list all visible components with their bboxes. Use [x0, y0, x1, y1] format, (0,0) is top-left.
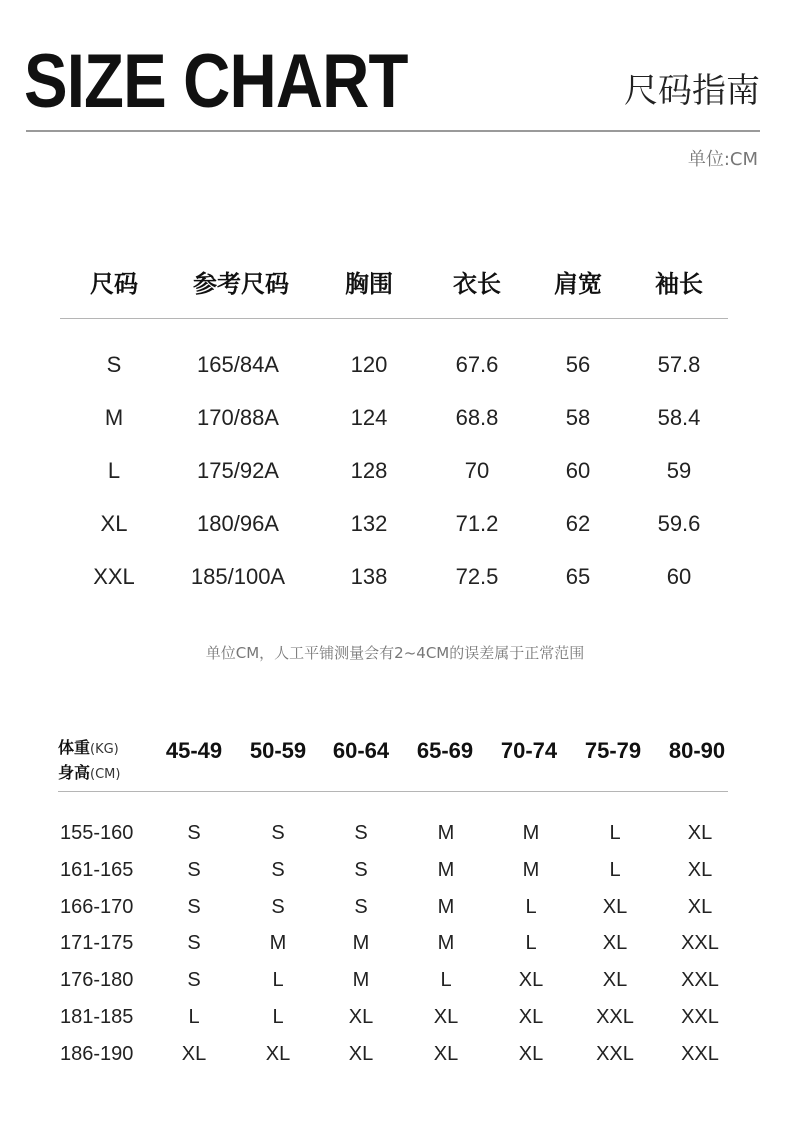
table-cell: 60 [565, 458, 591, 483]
height-unit: (CM) [90, 767, 121, 782]
table-cell: M [522, 822, 540, 844]
table-cell: L [107, 458, 121, 483]
fit-table-divider [58, 791, 728, 792]
measurement-note: 单位CM，人工平铺测量会有2~4CM的误差属于正常范围 [205, 644, 585, 662]
table-cell: XL [348, 1043, 374, 1065]
table-cell: 170/88A [197, 405, 279, 430]
weight-range-header: 70-74 [500, 738, 558, 763]
table-cell: XL [100, 511, 128, 536]
weight-range-header: 60-64 [332, 738, 390, 763]
table-cell: XL [602, 969, 628, 991]
table-cell: 175/92A [197, 458, 279, 483]
col-header-chest: 胸围 [345, 270, 393, 298]
weight-range-header: 75-79 [584, 738, 642, 763]
table-cell: XL [181, 1043, 207, 1065]
table-row [0, 511, 790, 545]
table-cell: 62 [565, 511, 591, 536]
table-row [0, 405, 790, 439]
table-cell: 128 [350, 458, 388, 483]
height-range-cell: 161-165 [60, 859, 134, 881]
table-row [0, 859, 790, 889]
height-label: 身高 [58, 763, 91, 782]
table-cell: 68.8 [455, 405, 499, 430]
table-cell: 132 [350, 511, 388, 536]
col-header-sleeve: 袖长 [655, 270, 703, 298]
table-cell: S [354, 896, 368, 918]
height-range-cell: 155-160 [60, 822, 134, 844]
weight-range-header: 50-59 [249, 738, 307, 763]
col-header-shoulder: 肩宽 [554, 270, 602, 298]
unit-label: 单位:CM [687, 149, 758, 170]
table-cell: XXL [596, 1043, 634, 1065]
table-cell: S [187, 969, 201, 991]
table-cell: 56 [565, 352, 591, 377]
table-cell: L [188, 1006, 200, 1028]
weight-range-header: 65-69 [416, 738, 474, 763]
table-cell: XXL [681, 1043, 719, 1065]
height-range-cell: 166-170 [60, 896, 134, 918]
table-cell: 60 [666, 564, 692, 589]
table-row [0, 458, 790, 492]
table-row [0, 969, 790, 999]
height-range-cell: 171-175 [60, 932, 134, 954]
weight-range-header: 80-90 [668, 738, 726, 763]
table-cell: M [104, 405, 124, 430]
table-cell: XL [433, 1006, 459, 1028]
table-row [0, 822, 790, 852]
table-cell: S [106, 352, 122, 377]
table-cell: 138 [350, 564, 388, 589]
table-cell: L [609, 859, 621, 881]
table-cell: L [272, 969, 284, 991]
table-cell: XL [433, 1043, 459, 1065]
table-cell: M [522, 859, 540, 881]
table-row [0, 1006, 790, 1036]
table-cell: XL [518, 1043, 544, 1065]
height-range-cell: 181-185 [60, 1006, 134, 1028]
table-cell: XL [348, 1006, 374, 1028]
weight-range-header: 45-49 [165, 738, 223, 763]
table-cell: 58 [565, 405, 591, 430]
fit-table-header [0, 738, 790, 772]
table-cell: S [187, 859, 201, 881]
table-cell: M [437, 859, 455, 881]
table-cell: 59.6 [657, 511, 701, 536]
table-cell: XXL [681, 969, 719, 991]
table-cell: XL [602, 932, 628, 954]
height-range-cell: 186-190 [60, 1043, 134, 1065]
table-cell: L [440, 969, 452, 991]
table-cell: S [271, 859, 285, 881]
height-range-cell: 176-180 [60, 969, 134, 991]
table-cell: M [269, 932, 287, 954]
table-cell: XL [687, 822, 713, 844]
weight-unit: (KG) [90, 742, 119, 757]
size-table-header [0, 264, 790, 304]
table-cell: S [187, 932, 201, 954]
table-cell: S [271, 822, 285, 844]
table-row [0, 932, 790, 962]
table-row [0, 1043, 790, 1073]
table-cell: 59 [666, 458, 692, 483]
table-cell: XL [518, 969, 544, 991]
table-cell: S [271, 896, 285, 918]
table-cell: L [525, 932, 537, 954]
col-header-size: 尺码 [90, 270, 138, 298]
table-cell: 72.5 [455, 564, 499, 589]
table-cell: S [187, 896, 201, 918]
table-cell: M [437, 932, 455, 954]
table-cell: 124 [350, 405, 388, 430]
table-cell: L [525, 896, 537, 918]
table-cell: L [272, 1006, 284, 1028]
table-cell: M [437, 822, 455, 844]
col-header-length: 衣长 [453, 270, 501, 298]
table-cell: S [354, 859, 368, 881]
weight-label: 体重 [58, 738, 91, 757]
table-row [0, 564, 790, 598]
table-cell: 165/84A [197, 352, 279, 377]
table-cell: 70 [464, 458, 490, 483]
table-cell: 120 [350, 352, 388, 377]
header-divider [26, 130, 760, 132]
table-cell: S [354, 822, 368, 844]
table-row [0, 896, 790, 926]
col-header-reference-size: 参考尺码 [193, 270, 289, 298]
table-cell: XXL [596, 1006, 634, 1028]
table-cell: XXL [93, 564, 135, 589]
table-cell: 180/96A [197, 511, 279, 536]
table-cell: M [437, 896, 455, 918]
table-cell: XL [518, 1006, 544, 1028]
table-cell: M [352, 969, 370, 991]
table-cell: XL [602, 896, 628, 918]
table-cell: 57.8 [657, 352, 701, 377]
table-cell: 71.2 [455, 511, 499, 536]
table-cell: M [352, 932, 370, 954]
table-cell: 185/100A [190, 564, 286, 589]
table-cell: L [609, 822, 621, 844]
table-cell: XL [265, 1043, 291, 1065]
page-title: SIZE CHART [24, 39, 408, 124]
table-row [0, 352, 790, 386]
table-cell: S [187, 822, 201, 844]
table-cell: XXL [681, 932, 719, 954]
table-cell: XL [687, 896, 713, 918]
table-cell: XL [687, 859, 713, 881]
table-cell: XXL [681, 1006, 719, 1028]
table-cell: 65 [565, 564, 591, 589]
page-subtitle: 尺码指南 [624, 71, 760, 111]
table-cell: 67.6 [455, 352, 499, 377]
size-table-divider [60, 318, 728, 319]
table-cell: 58.4 [657, 405, 701, 430]
